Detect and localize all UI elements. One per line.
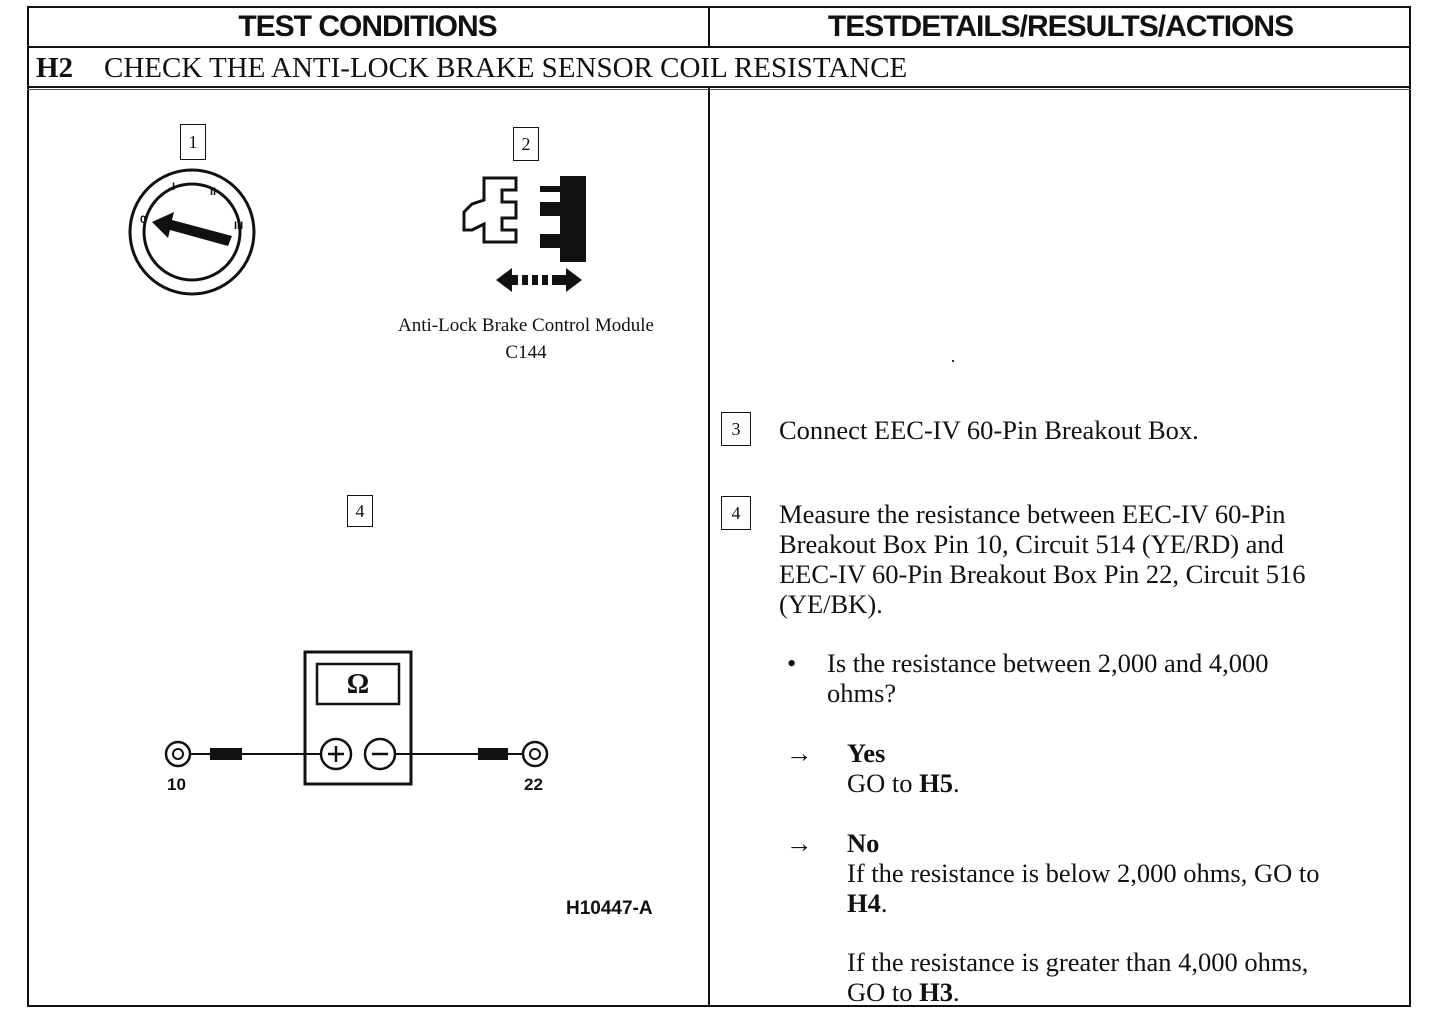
no-target1: H4 bbox=[847, 888, 881, 918]
connector-caption-line2: C144 bbox=[505, 342, 547, 363]
step-1-marker: 1 bbox=[180, 124, 206, 160]
column-divider-body bbox=[708, 88, 710, 1007]
section-divider bbox=[27, 86, 1411, 88]
svg-text:III: III bbox=[234, 220, 244, 232]
section-divider-shadow bbox=[27, 89, 1411, 90]
section-title bbox=[36, 51, 907, 85]
no-suffix1: . bbox=[880, 888, 888, 918]
yes-label: Yes bbox=[847, 738, 886, 768]
header-test-details: TESTDETAILS/RESULTS/ACTIONS bbox=[827, 10, 1294, 43]
no-target1-line bbox=[847, 888, 1320, 918]
step-4-line3: EEC-IV 60-Pin Breakout Box Pin 22, Circuit 516 bbox=[779, 559, 1306, 589]
svg-text:0: 0 bbox=[140, 214, 147, 226]
header-divider bbox=[27, 46, 1411, 48]
step-2-marker: 2 bbox=[513, 127, 539, 161]
step-3-text: Connect EEC-IV 60-Pin Breakout Box. bbox=[779, 415, 1199, 445]
no-line1: If the resistance is below 2,000 ohms, GO to bbox=[847, 858, 1320, 888]
section-code: H2 bbox=[36, 52, 74, 84]
step-4-text bbox=[779, 499, 1306, 619]
figure-reference: H10447-A bbox=[566, 898, 653, 919]
step-4-line1: Measure the resistance between EEC-IV 60-Pin bbox=[779, 499, 1286, 529]
section-title-text: CHECK THE ANTI-LOCK BRAKE SENSOR COIL RESISTANCE bbox=[104, 52, 908, 84]
header-test-conditions: TEST CONDITIONS bbox=[238, 10, 497, 43]
ignition-switch-icon bbox=[128, 172, 258, 296]
yes-action bbox=[847, 768, 960, 798]
yes-target: H5 bbox=[919, 768, 954, 798]
svg-text:I: I bbox=[172, 181, 176, 193]
question-bullet: • bbox=[787, 648, 797, 678]
no-label: No bbox=[847, 828, 880, 858]
no-target2: H3 bbox=[919, 977, 954, 1007]
connector-caption bbox=[356, 312, 696, 366]
svg-text:II: II bbox=[210, 186, 217, 198]
connector-caption-line1: Anti-Lock Brake Control Module bbox=[398, 315, 654, 336]
yes-suffix: . bbox=[953, 768, 960, 798]
pin-22-label: 22 bbox=[524, 775, 543, 794]
step-3-marker: 3 bbox=[721, 412, 751, 446]
yes-result bbox=[847, 738, 960, 798]
no-spacer bbox=[847, 918, 1320, 947]
no-result bbox=[847, 828, 1320, 1007]
no-arrow: → bbox=[786, 828, 813, 858]
step-4-line4: (YE/BK). bbox=[779, 589, 883, 619]
yes-arrow: → bbox=[786, 738, 813, 768]
no-suffix2: . bbox=[953, 977, 960, 1007]
step-4-figure-marker: 4 bbox=[347, 495, 373, 527]
question-line2: ohms? bbox=[827, 678, 897, 708]
step-4-line2: Breakout Box Pin 10, Circuit 514 (YE/RD) and bbox=[779, 529, 1284, 559]
pin-10-label: 10 bbox=[167, 775, 186, 794]
question-text bbox=[827, 648, 1269, 708]
stray-dot bbox=[952, 360, 954, 362]
no-line3 bbox=[847, 977, 1320, 1007]
no-prefix3: GO to bbox=[847, 977, 920, 1007]
no-line2: If the resistance is greater than 4,000 ohms, bbox=[847, 947, 1309, 977]
yes-action-prefix: GO to bbox=[847, 768, 920, 798]
ohm-symbol: Ω bbox=[346, 669, 370, 700]
connector-icon bbox=[458, 172, 598, 300]
question-line1: Is the resistance between 2,000 and 4,000 bbox=[827, 648, 1269, 678]
step-4-marker: 4 bbox=[721, 496, 751, 530]
